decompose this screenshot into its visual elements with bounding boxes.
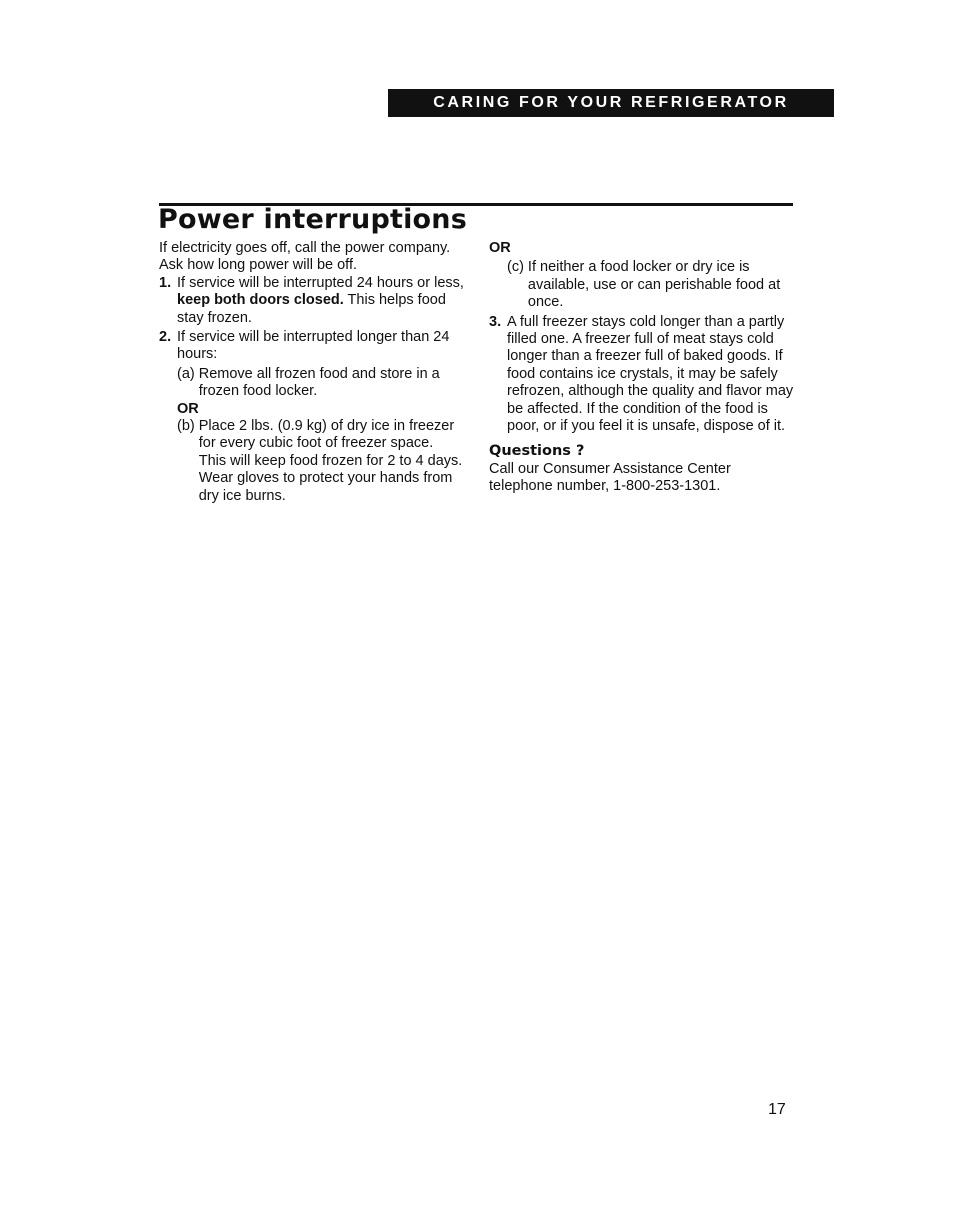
list-item-text: If service will be interrupted longer than 24 hours: [177,329,450,363]
list-item-number: 3. [489,313,502,330]
list-item-number: 2. [159,329,172,346]
option-a [159,366,464,401]
page-number: 17 [768,1101,786,1118]
list-item-text [177,275,464,327]
list-item-1 [159,275,464,327]
right-column [489,240,794,496]
list-item-2 [159,329,464,364]
list-item-3 [489,314,794,436]
item1-text-before: If service will be interrupted 24 hours or less, [177,274,464,291]
item1-bold-text: keep both doors closed. [177,292,344,309]
option-b-text: Place 2 lbs. (0.9 kg) of dry ice in freezer for every cubic foot of freezer space. This will keep food frozen for 2 to 4 days. Wear gloves to protect your hands from dry ice burns. [198,418,463,504]
section-title: CARING FOR YOUR REFRIGERATOR [433,94,789,111]
list-item-text: A full freezer stays cold longer than a partly filled one. A freezer full of meat stays cold longer than a freezer full of baked goods. If food contains ice crystals, it may be safely refrozen, although the quality and flavor may be affected. If the condition of the food is poor, or if you feel it is unsafe, dispose of it. [507,313,794,435]
option-a-text: Remove all frozen food and store in a frozen food locker. [198,365,440,400]
section-header-bar [388,89,834,117]
page-title: Power interruptions [158,204,467,235]
option-c-label: (c) [507,259,524,276]
option-b-label: (b) [177,418,195,435]
or-separator: OR [177,400,199,417]
intro-paragraph: If electricity goes off, call the power company. Ask how long power will be off. [159,240,451,274]
option-c [489,259,794,311]
item1-text-after: This helps food stay frozen. [177,292,446,326]
option-b [159,418,464,505]
questions-text: Call our Consumer Assistance Center telephone number, 1-800-253-1301. [489,460,731,495]
left-column [159,240,464,505]
questions-heading: Questions ? [489,443,585,460]
option-a-label: (a) [177,365,195,382]
option-c-text: If neither a food locker or dry ice is available, use or can perishable food at once. [527,259,781,311]
list-item-number: 1. [159,274,172,291]
or-separator: OR [489,240,511,256]
